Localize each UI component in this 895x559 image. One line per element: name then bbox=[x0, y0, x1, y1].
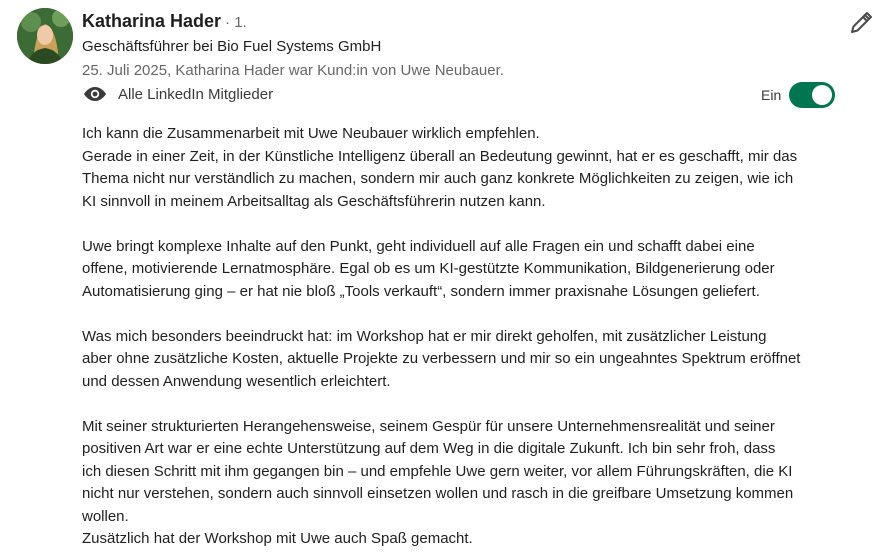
display-toggle-wrap bbox=[761, 82, 835, 108]
text-line: Thema nicht nur verständlich zu machen, sondern mir auch ganz konkrete Möglichkeiten zu zeigen, wie ich bbox=[82, 170, 794, 187]
text-line: Zusätzlich hat der Workshop mit Uwe auch Spaß gemacht. bbox=[82, 530, 473, 547]
text-line: nicht nur verstehen, sondern auch sinnvoll einsetzen wollen und rasch in die greifbare Umsetzung kommen bbox=[82, 485, 794, 502]
visibility-setting bbox=[82, 84, 273, 104]
text-line: und dessen Anwendung wesentlich erleichtert. bbox=[82, 372, 391, 390]
text-line: Gerade in einer Zeit, in der Künstliche Intelligenz überall an Bedeutung gewinnt, hat er es geschafft, mir das bbox=[82, 147, 798, 165]
avatar-photo bbox=[17, 8, 73, 64]
author-name[interactable]: Katharina Hader bbox=[82, 11, 222, 31]
text-line: Mit seiner strukturierten Herangehensweise, seinem Gespür für unsere Unternehmensrealität und seiner bbox=[82, 417, 775, 435]
text-line: Was mich besonders beeindruckt hat: im Workshop hat er mir direkt geholfen, mit zusätzlicher Leistung bbox=[82, 327, 767, 345]
text-line: ich diesen Schritt mit ihm gegangen bin – und empfehle Uwe gern weiter, vor allem Führungskräften, die KI bbox=[82, 462, 793, 480]
display-toggle[interactable] bbox=[789, 82, 835, 108]
author-name-row bbox=[82, 11, 247, 32]
author-headline: Geschäftsführer bei Bio Fuel Systems GmbH bbox=[82, 38, 382, 55]
paragraph bbox=[82, 123, 842, 213]
text-line: aber ohne zusätzliche Kosten, aktuelle Projekte zu verbessern und mir so ein ungeahntes Spektrum eröffnet bbox=[82, 350, 801, 367]
text-line: Automatisierung ging – er hat nie bloß „Tools verkauft“, sondern immer praxisnahe Lösungen geliefert. bbox=[82, 282, 760, 300]
toggle-knob bbox=[812, 85, 832, 105]
connection-degree: · 1. bbox=[225, 14, 247, 31]
visibility-label: Alle LinkedIn Mitglieder bbox=[118, 85, 274, 103]
paragraph bbox=[82, 326, 842, 394]
recommendation-text bbox=[82, 123, 842, 551]
edit-pencil-icon[interactable] bbox=[848, 10, 874, 36]
text-line: positiven Art war er eine echte Unterstützung auf dem Weg in die digitale Zukunft. Ich bin sehr froh, dass bbox=[82, 440, 776, 457]
recommendation-date-relation: 25. Juli 2025, Katharina Hader war Kund:in von Uwe Neubauer. bbox=[82, 62, 504, 79]
text-line: wollen. bbox=[82, 507, 129, 525]
toggle-label: Ein bbox=[761, 87, 782, 103]
text-line: offene, motivierende Lernatmosphäre. Egal ob es um KI-gestützte Kommunikation, Bildgenerierung oder bbox=[82, 260, 775, 277]
paragraph bbox=[82, 416, 842, 551]
text-line: Ich kann die Zusammenarbeit mit Uwe Neubauer wirklich empfehlen. bbox=[82, 125, 540, 142]
eye-icon bbox=[82, 84, 108, 104]
avatar[interactable] bbox=[17, 8, 73, 64]
paragraph bbox=[82, 236, 842, 304]
text-line: Uwe bringt komplexe Inhalte auf den Punkt, geht individuell auf alle Fragen ein und schafft dabei eine bbox=[82, 237, 755, 255]
text-line: KI sinnvoll in meinem Arbeitsalltag als Geschäftsführerin nutzen kann. bbox=[82, 192, 546, 210]
